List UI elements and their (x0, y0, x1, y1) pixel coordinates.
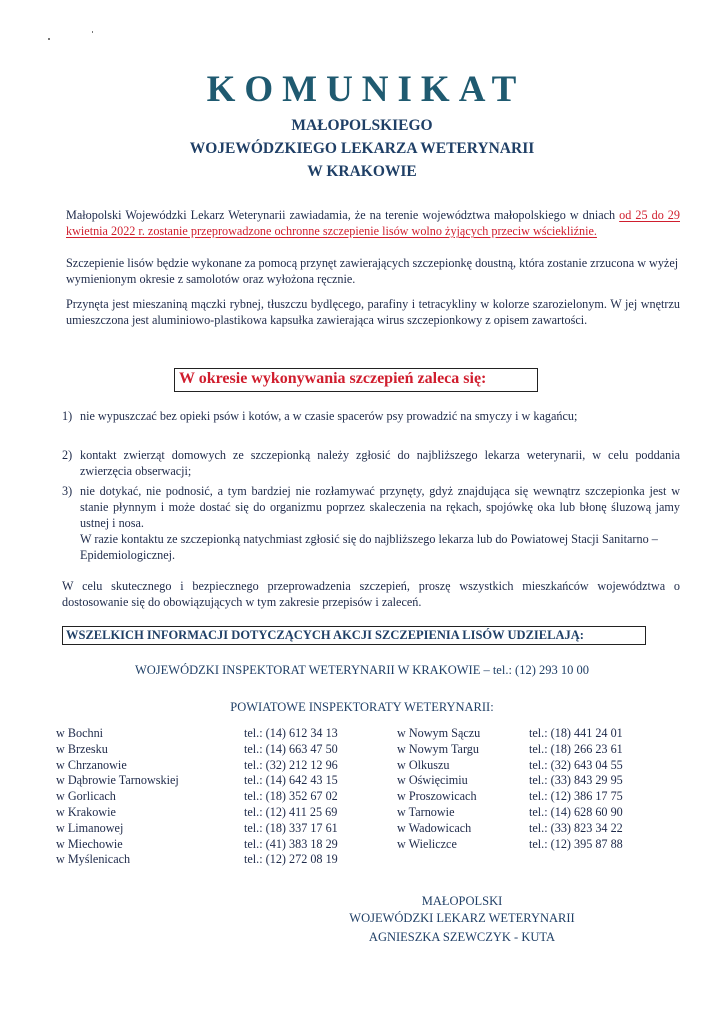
item-number: 2) (62, 448, 73, 462)
office-phone: tel.: (14) 642 43 15 (244, 773, 338, 788)
recommendation-item (62, 447, 680, 479)
office-town: w Nowym Targu (397, 741, 479, 756)
closing-text: W celu skutecznego i bezpiecznego przeprowadzenia szczepień, proszę wszystkich mieszkańców województwa o dostosowanie się do obowiązujących w tym zakresie przepisów i zaleceń. (62, 579, 680, 609)
method-text: Szczepienie lisów będzie wykonane za pomocą przynęt zawierających szczepionkę doustną, która zostanie zrzucona w wyżej wymienionym okresie z samolotów oraz wyłożona ręcznie. (66, 256, 679, 286)
table-row (397, 805, 667, 821)
recommendation-item (62, 408, 680, 424)
office-town: w Chrzanowie (56, 757, 127, 772)
closing-paragraph (62, 578, 680, 610)
office-town: w Krakowie (56, 804, 116, 819)
office-phone: tel.: (12) 386 17 75 (529, 789, 623, 804)
office-town: w Bochni (56, 726, 104, 740)
office-town: w Brzesku (56, 741, 108, 756)
document-title: KOMUNIKAT (206, 69, 526, 110)
office-phone: tel.: (18) 266 23 61 (529, 741, 623, 756)
method-paragraph (66, 255, 680, 287)
table-row (397, 821, 667, 837)
county-offices-left-column (56, 726, 376, 868)
table-row (397, 726, 667, 742)
item-text: nie wypuszczać bez opieki psów i kotów, a w czasie spacerów psy prowadzić na smyczy i w kagańcu; (80, 409, 578, 423)
table-row (56, 773, 376, 789)
county-offices-heading: POWIATOWE INSPEKTORATY WETERYNARII: (230, 700, 494, 714)
table-row (56, 742, 376, 758)
office-phone: tel.: (18) 352 67 02 (244, 789, 338, 804)
table-row (397, 837, 667, 853)
announcement-intro: Małopolski Wojewódzki Lekarz Weterynarii zawiadamia, że na terenie województwa małopolskiego w dniach (66, 208, 620, 222)
scan-speck (48, 38, 50, 40)
office-phone: tel.: (33) 843 29 95 (529, 773, 623, 788)
office-town: w Wieliczce (397, 836, 457, 851)
recommendations-heading: W okresie wykonywania szczepień zaleca się: (174, 368, 538, 392)
office-phone: tel.: (41) 383 18 29 (244, 836, 338, 851)
office-town: w Gorlicach (56, 789, 116, 804)
signature-line-2: WOJEWÓDZKI LEKARZ WETERYNARII (349, 911, 575, 925)
table-row (56, 758, 376, 774)
office-phone: tel.: (14) 663 47 50 (244, 741, 338, 756)
office-town: w Dąbrowie Tarnowskiej (56, 773, 179, 788)
office-town: w Oświęcimiu (397, 773, 468, 788)
office-phone: tel.: (18) 441 24 01 (529, 726, 623, 740)
table-row (56, 837, 376, 853)
main-office-contact: WOJEWÓDZKI INSPEKTORAT WETERYNARII W KRAKOWIE – tel.: (12) 293 10 00 (134, 663, 589, 677)
table-row (56, 852, 376, 868)
scan-speck (92, 31, 93, 33)
office-town: w Limanowej (56, 820, 124, 835)
office-town: w Wadowicach (397, 820, 472, 835)
signature-line-1: MAŁOPOLSKI (421, 894, 503, 908)
table-row (56, 726, 376, 742)
office-phone: tel.: (14) 612 34 13 (244, 726, 338, 740)
subtitle-line-2: WOJEWÓDZKIEGO LEKARZA WETERYNARII (189, 140, 535, 157)
table-row (397, 789, 667, 805)
office-phone: tel.: (33) 823 34 22 (529, 820, 623, 835)
table-row (397, 773, 667, 789)
subtitle-line-1: MAŁOPOLSKIEGO (291, 117, 433, 134)
office-phone: tel.: (32) 212 12 96 (244, 757, 338, 772)
table-row (397, 758, 667, 774)
item-number: 1) (62, 409, 73, 423)
office-town: w Tarnowie (397, 804, 455, 819)
office-town: w Proszowicach (397, 789, 477, 804)
office-town: w Olkuszu (397, 757, 450, 772)
bait-text: Przynęta jest mieszaniną mączki rybnej, tłuszczu bydlęcego, parafiny i tetracykliny w kolorze szarozielonym. W jej wnętrzu umieszczona jest aluminiowo-plastikowa kapsułka zawierająca wirus szczepionkowy z opisem zawartości. (66, 297, 680, 327)
office-town: w Miechowie (56, 836, 123, 851)
office-phone: tel.: (18) 337 17 61 (244, 820, 338, 835)
table-row (56, 789, 376, 805)
announcement-paragraph (66, 207, 680, 239)
vaccination-dates: od 25 do 29 kwietnia 2022 r. zostanie przeprowadzone ochronne szczepienie lisów wolno żyjących przeciw wściekliźnie. (66, 208, 680, 238)
item-text: nie dotykać, nie podnosić, a tym bardziej nie rozłamywać przynęty, gdyż znajdująca się wewnątrz szczepionka jest w stanie płynnym i może dostać się do organizmu poprzez skaleczenia na rękach, spojówkę oka lub błonę śluzową jamy ustnej i nosa. (80, 484, 680, 530)
subtitle-line-3: W KRAKOWIE (307, 163, 417, 180)
info-heading: WSZELKICH INFORMACJI DOTYCZĄCYCH AKCJI SZCZEPIENIA LISÓW UDZIELAJĄ: (62, 626, 646, 645)
table-row (397, 742, 667, 758)
item-number: 3) (62, 484, 73, 498)
table-row (56, 805, 376, 821)
item-text: kontakt zwierząt domowych ze szczepionką należy zgłosić do najbliższego lekarza weterynarii, w celu poddania zwierzęcia obserwacji; (80, 448, 680, 478)
item-extra-text: W razie kontaktu ze szczepionką natychmiast zgłosić się do najbliższego lekarza lub do Powiatowej Stacji Sanitarno – Epidemiologicznej. (80, 532, 658, 562)
recommendation-item (62, 483, 680, 563)
county-offices-right-column (397, 726, 667, 852)
table-row (56, 821, 376, 837)
signature-line-3: AGNIESZKA SZEWCZYK - KUTA (368, 930, 556, 944)
bait-paragraph (66, 296, 680, 328)
office-phone: tel.: (12) 272 08 19 (244, 852, 338, 867)
office-phone: tel.: (12) 411 25 69 (244, 804, 338, 819)
office-phone: tel.: (32) 643 04 55 (529, 757, 623, 772)
office-phone: tel.: (12) 395 87 88 (529, 836, 623, 851)
office-town: w Myślenicach (56, 852, 131, 867)
office-phone: tel.: (14) 628 60 90 (529, 804, 623, 819)
office-town: w Nowym Sączu (397, 726, 481, 740)
